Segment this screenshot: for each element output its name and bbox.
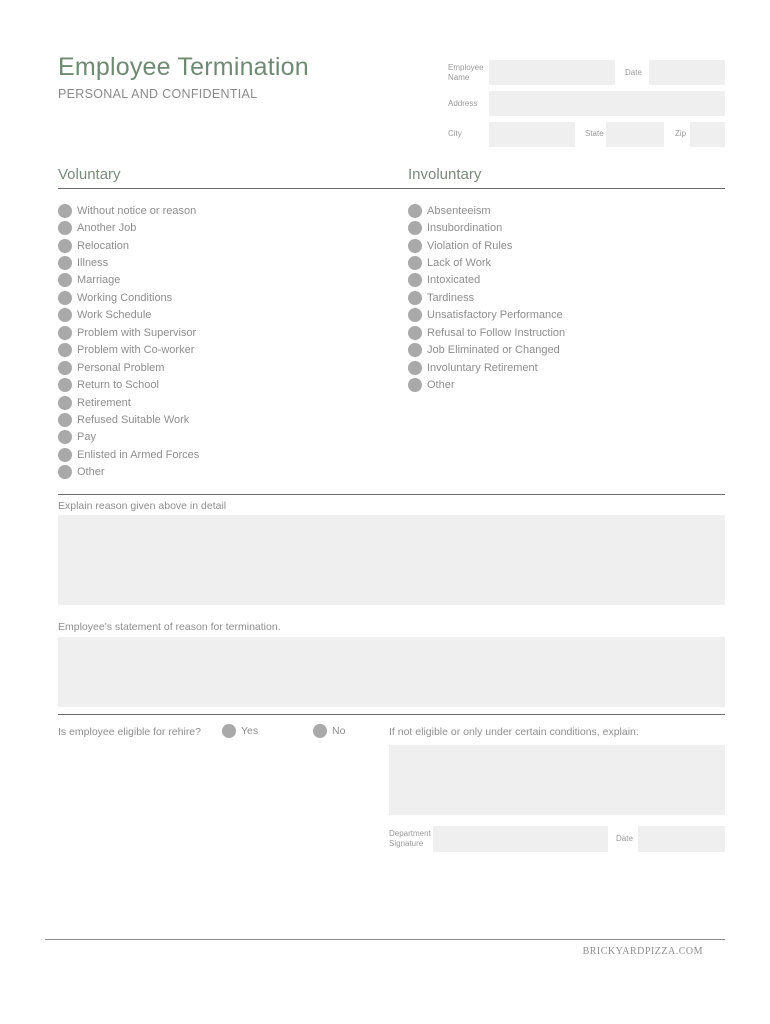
voluntary-option[interactable] — [58, 446, 199, 463]
voluntary-option[interactable] — [58, 289, 199, 306]
department-signature-label: Department Signature — [389, 829, 431, 848]
involuntary-option[interactable] — [408, 272, 565, 289]
radio-circle[interactable] — [58, 291, 72, 305]
address-field[interactable] — [489, 91, 725, 116]
involuntary-option[interactable] — [408, 219, 565, 236]
voluntary-option-label: Relocation — [77, 239, 129, 252]
voluntary-option-label: Working Conditions — [77, 291, 173, 304]
voluntary-option[interactable] — [58, 254, 199, 271]
voluntary-option[interactable] — [58, 464, 199, 481]
radio-circle[interactable] — [408, 256, 422, 270]
page-title: Employee Termination — [58, 53, 309, 81]
radio-circle[interactable] — [58, 343, 72, 357]
voluntary-option[interactable] — [58, 411, 199, 428]
radio-circle[interactable] — [408, 343, 422, 357]
voluntary-option-label: Illness — [77, 257, 109, 270]
rehire-explain-field[interactable] — [389, 745, 725, 815]
rehire-question: Is employee eligible for rehire? — [58, 726, 201, 738]
voluntary-list — [58, 202, 199, 481]
voluntary-option-label: Without notice or reason — [77, 204, 197, 217]
involuntary-option[interactable] — [408, 237, 565, 254]
statement-label: Employee's statement of reason for termination. — [58, 621, 281, 633]
voluntary-option-label: Refused Suitable Work — [77, 413, 190, 426]
voluntary-option-label: Marriage — [77, 274, 121, 287]
voluntary-option[interactable] — [58, 219, 199, 236]
radio-circle[interactable] — [58, 239, 72, 253]
radio-circle[interactable] — [58, 465, 72, 479]
involuntary-option-label: Insubordination — [427, 222, 503, 235]
voluntary-option[interactable] — [58, 324, 199, 341]
voluntary-option[interactable] — [58, 359, 199, 376]
state-field[interactable] — [606, 122, 664, 147]
voluntary-option-label: Problem with Co-worker — [77, 344, 195, 357]
involuntary-option[interactable] — [408, 342, 565, 359]
city-label: City — [448, 129, 462, 138]
radio-circle[interactable] — [408, 204, 422, 218]
voluntary-option-label: Another Job — [77, 222, 137, 235]
voluntary-option[interactable] — [58, 429, 199, 446]
involuntary-option-label: Involuntary Retirement — [427, 361, 538, 374]
radio-circle[interactable] — [408, 221, 422, 235]
yes-label: Yes — [241, 725, 259, 737]
rehire-divider — [58, 714, 725, 715]
radio-circle[interactable] — [58, 396, 72, 410]
radio-circle[interactable] — [58, 413, 72, 427]
address-label: Address — [448, 99, 478, 108]
state-label: State — [585, 129, 604, 138]
radio-circle[interactable] — [58, 273, 72, 287]
involuntary-heading: Involuntary — [408, 166, 482, 183]
no-label: No — [332, 725, 346, 737]
voluntary-option[interactable] — [58, 202, 199, 219]
voluntary-heading: Voluntary — [58, 166, 121, 183]
voluntary-option[interactable] — [58, 394, 199, 411]
radio-circle[interactable] — [58, 204, 72, 218]
voluntary-option-label: Enlisted in Armed Forces — [77, 448, 200, 461]
involuntary-option-label: Other — [427, 379, 455, 392]
signature-date-label: Date — [616, 834, 633, 843]
voluntary-option[interactable] — [58, 307, 199, 324]
radio-circle[interactable] — [408, 291, 422, 305]
radio-circle[interactable] — [408, 361, 422, 375]
rehire-explain-label: If not eligible or only under certain conditions, explain: — [389, 726, 639, 738]
involuntary-option-label: Absenteeism — [427, 204, 491, 217]
involuntary-option[interactable] — [408, 254, 565, 271]
radio-circle[interactable] — [58, 430, 72, 444]
radio-circle[interactable] — [408, 378, 422, 392]
radio-circle[interactable] — [58, 221, 72, 235]
date-field[interactable] — [649, 60, 725, 85]
radio-circle[interactable] — [58, 378, 72, 392]
voluntary-option[interactable] — [58, 376, 199, 393]
footer-website: BRICKYARDPIZZA.COM — [582, 946, 703, 957]
involuntary-option-label: Refusal to Follow Instruction — [427, 326, 566, 339]
radio-yes[interactable] — [222, 724, 236, 738]
explain-label: Explain reason given above in detail — [58, 500, 227, 512]
voluntary-option-label: Pay — [77, 431, 96, 444]
involuntary-option-label: Unsatisfactory Performance — [427, 309, 563, 322]
voluntary-option[interactable] — [58, 237, 199, 254]
voluntary-option-label: Work Schedule — [77, 309, 152, 322]
voluntary-option-label: Retirement — [77, 396, 131, 409]
radio-circle[interactable] — [408, 239, 422, 253]
involuntary-option[interactable] — [408, 307, 565, 324]
page-subtitle: PERSONAL AND CONFIDENTIAL — [58, 87, 258, 101]
rehire-no-option[interactable] — [313, 724, 345, 738]
involuntary-option[interactable] — [408, 376, 565, 393]
radio-circle[interactable] — [408, 308, 422, 322]
voluntary-option-label: Problem with Supervisor — [77, 326, 197, 339]
involuntary-option-label: Violation of Rules — [427, 239, 513, 252]
involuntary-option-label: Lack of Work — [427, 257, 491, 270]
voluntary-option-label: Return to School — [77, 379, 159, 392]
rehire-yes-option[interactable] — [222, 724, 258, 738]
involuntary-option-label: Intoxicated — [427, 274, 481, 287]
involuntary-option-label: Tardiness — [427, 291, 475, 304]
radio-circle[interactable] — [58, 361, 72, 375]
zip-label: Zip — [675, 129, 687, 138]
involuntary-option-label: Job Eliminated or Changed — [427, 344, 560, 357]
explain-field[interactable] — [58, 515, 725, 605]
list-divider — [58, 494, 725, 495]
radio-circle[interactable] — [58, 308, 72, 322]
radio-circle[interactable] — [58, 448, 72, 462]
radio-circle[interactable] — [408, 326, 422, 340]
department-signature-field[interactable] — [433, 826, 608, 852]
voluntary-option-label: Other — [77, 466, 105, 479]
voluntary-option-label: Personal Problem — [77, 361, 165, 374]
involuntary-option[interactable] — [408, 324, 565, 341]
involuntary-option[interactable] — [408, 289, 565, 306]
section-divider — [58, 188, 725, 189]
involuntary-list — [408, 202, 565, 394]
employee-name-label: Employee Name — [448, 63, 484, 82]
statement-field[interactable] — [58, 637, 725, 707]
employee-name-field[interactable] — [489, 60, 615, 85]
date-label: Date — [625, 68, 642, 77]
footer-divider — [45, 939, 725, 940]
involuntary-option[interactable] — [408, 359, 565, 376]
signature-date-field[interactable] — [638, 826, 725, 852]
voluntary-option[interactable] — [58, 342, 199, 359]
involuntary-option[interactable] — [408, 202, 565, 219]
city-field[interactable] — [489, 122, 575, 147]
radio-circle[interactable] — [58, 256, 72, 270]
radio-circle[interactable] — [58, 326, 72, 340]
radio-no[interactable] — [313, 724, 327, 738]
radio-circle[interactable] — [408, 273, 422, 287]
zip-field[interactable] — [690, 122, 725, 147]
voluntary-option[interactable] — [58, 272, 199, 289]
